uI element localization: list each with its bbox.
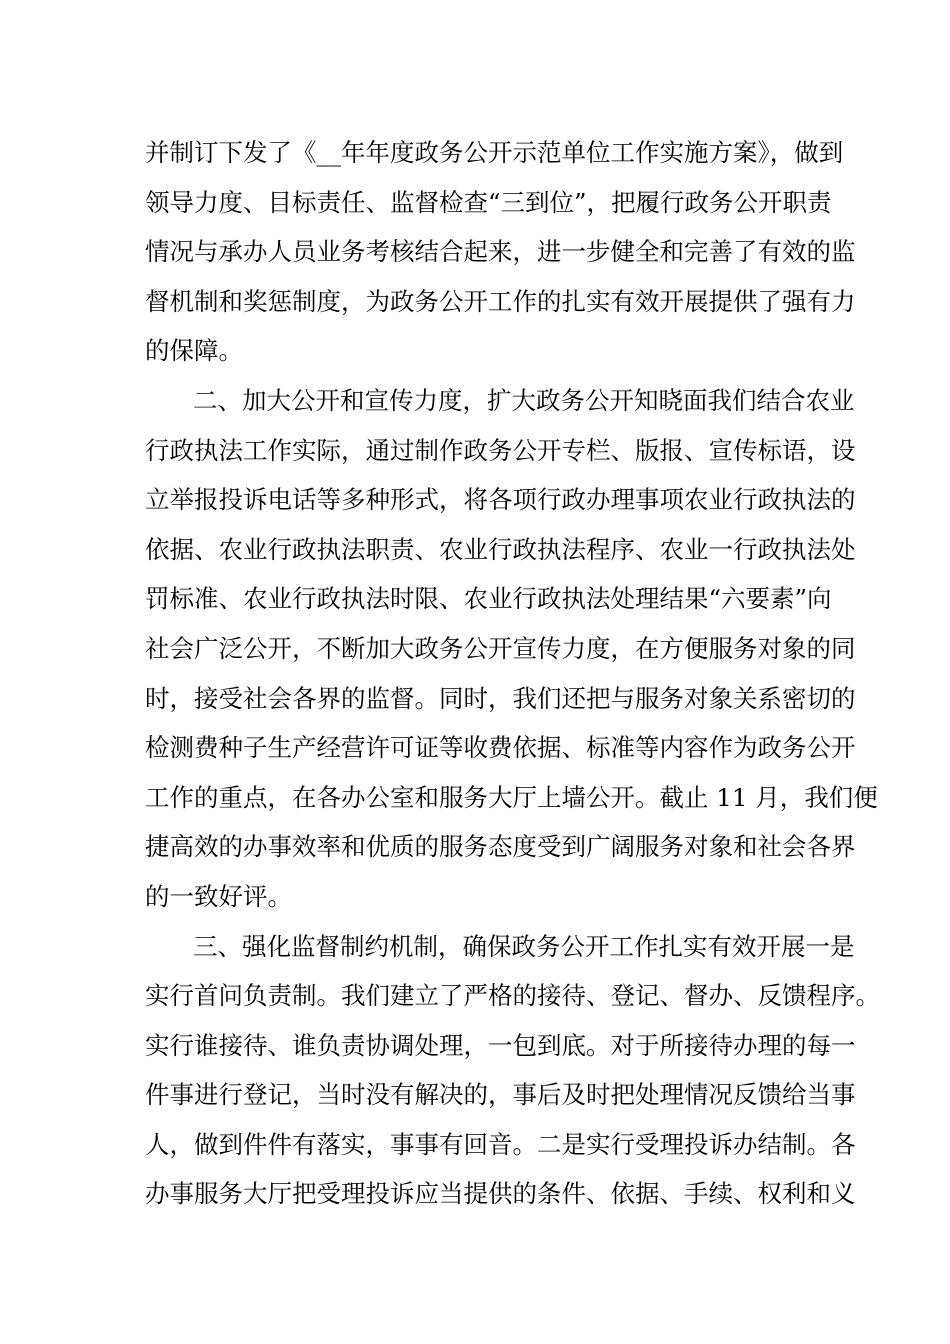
text-line: 行政执法工作实际，通过制作政务公开专栏、版报、宣传标语，设 [145, 435, 856, 465]
text-line: 检测费种子生产经营许可证等收费依据、标准等内容作为政务公开 [145, 733, 856, 763]
text-line: 时，接受社会各界的监督。同时，我们还把与服务对象关系密切的 [145, 683, 856, 713]
text-line: 三、强化监督制约机制，确保政务公开工作扎实有效开展一是 [193, 931, 855, 961]
text-line: 二、加大公开和宣传力度，扩大政务公开知晓面我们结合农业 [193, 385, 855, 415]
text-line: 人，做到件件有落实，事事有回音。二是实行受理投诉办结制。各 [145, 1129, 856, 1159]
text-line: 办事服务大厅把受理投诉应当提供的条件、依据、手续、权利和义 [145, 1179, 856, 1209]
text-line: 罚标准、农业行政执法时限、农业行政执法处理结果“六要素”向 [145, 584, 832, 614]
text-line: 督机制和奖惩制度，为政务公开工作的扎实有效开展提供了强有力 [145, 286, 856, 316]
text-line: 的一致好评。 [145, 881, 292, 911]
text-line: 捷高效的办事效率和优质的服务态度受到广阔服务对象和社会各界 [145, 832, 856, 862]
text-line: 工作的重点，在各办公室和服务大厅上墙公开。截止 11 月，我们便 [145, 782, 878, 812]
document-body [145, 128, 880, 1219]
text-line: 件事进行登记，当时没有解决的，事后及时把处理情况反馈给当事 [145, 1080, 856, 1110]
text-line: 依据、农业行政执法职责、农业行政执法程序、农业一行政执法处 [145, 534, 856, 564]
text-line: 的保障。 [145, 336, 243, 366]
text-line: 并制订下发了《__年年度政务公开示范单位工作实施方案》，做到 [145, 138, 844, 167]
paragraph-3 [145, 922, 880, 1220]
text-line: 实行谁接待、谁负责协调处理，一包到底。对于所接待办理的每一 [145, 1030, 856, 1060]
text-line: 情况与承办人员业务考核结合起来，进一步健全和完善了有效的监 [145, 237, 856, 267]
paragraph-1 [145, 128, 856, 376]
text-line: 立举报投诉电话等多种形式，将各项行政办理事项农业行政执法的 [145, 485, 856, 515]
text-line: 领导力度、目标责任、监督检查“三到位”，把履行政务公开职责 [145, 187, 832, 217]
text-line: 实行首问负责制。我们建立了严格的接待、登记、督办、反馈程序。 [145, 981, 880, 1011]
text-line: 社会广泛公开，不断加大政务公开宣传力度，在方便服务对象的同 [145, 633, 856, 663]
paragraph-2 [145, 376, 878, 922]
